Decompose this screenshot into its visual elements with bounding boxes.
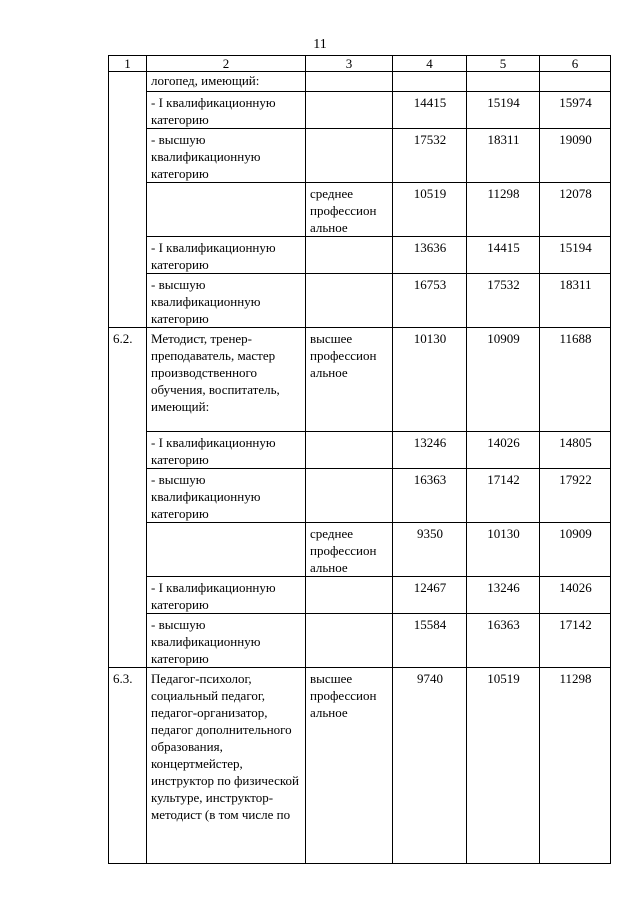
education-cell: высшее профессион альное bbox=[306, 668, 393, 864]
header-cell: 2 bbox=[147, 56, 306, 72]
header-cell: 5 bbox=[467, 56, 540, 72]
education-cell bbox=[306, 614, 393, 668]
position-cell: - высшую квалификационную категорию bbox=[147, 614, 306, 668]
education-cell: среднее профессион альное bbox=[306, 523, 393, 577]
salary-cell: 15194 bbox=[540, 237, 611, 274]
salary-cell: 13246 bbox=[393, 432, 467, 469]
salary-cell: 10130 bbox=[393, 328, 467, 432]
education-cell: высшее профессион альное bbox=[306, 328, 393, 432]
salary-cell: 16363 bbox=[393, 469, 467, 523]
table-row bbox=[109, 328, 611, 432]
salary-cell: 19090 bbox=[540, 129, 611, 183]
salary-cell: 14026 bbox=[540, 577, 611, 614]
salary-cell: 10519 bbox=[393, 183, 467, 237]
table-row bbox=[109, 129, 611, 183]
table-row bbox=[109, 523, 611, 577]
salary-cell: 10519 bbox=[467, 668, 540, 864]
position-cell: - высшую квалификационную категорию bbox=[147, 469, 306, 523]
position-cell bbox=[147, 523, 306, 577]
position-cell: - I квалификационную категорию bbox=[147, 92, 306, 129]
salary-cell: 10909 bbox=[540, 523, 611, 577]
row-number-cell: 6.2. bbox=[109, 328, 147, 668]
table-row bbox=[109, 577, 611, 614]
salary-cell: 13636 bbox=[393, 237, 467, 274]
position-cell: Методист, тренер-преподаватель, мастер производственного обучения, воспитатель, имеющий: bbox=[147, 328, 306, 432]
salary-cell: 16753 bbox=[393, 274, 467, 328]
salary-cell: 16363 bbox=[467, 614, 540, 668]
salary-cell: 17922 bbox=[540, 469, 611, 523]
education-cell bbox=[306, 274, 393, 328]
salary-cell: 17532 bbox=[393, 129, 467, 183]
education-cell bbox=[306, 72, 393, 92]
salary-cell: 14415 bbox=[393, 92, 467, 129]
education-cell: среднее профессион альное bbox=[306, 183, 393, 237]
education-cell bbox=[306, 92, 393, 129]
page-number: 11 bbox=[313, 37, 327, 52]
salary-cell: 14415 bbox=[467, 237, 540, 274]
position-cell: - I квалификационную категорию bbox=[147, 577, 306, 614]
salary-cell: 13246 bbox=[467, 577, 540, 614]
row-number-cell: 6.3. bbox=[109, 668, 147, 864]
salary-cell: 15974 bbox=[540, 92, 611, 129]
salary-cell: 17532 bbox=[467, 274, 540, 328]
row-number-cell bbox=[109, 72, 147, 328]
salary-table bbox=[108, 55, 611, 864]
header-cell: 4 bbox=[393, 56, 467, 72]
table-header-row bbox=[109, 56, 611, 72]
salary-cell: 17142 bbox=[467, 469, 540, 523]
education-cell bbox=[306, 237, 393, 274]
salary-cell: 15584 bbox=[393, 614, 467, 668]
table-row bbox=[109, 92, 611, 129]
salary-cell: 11298 bbox=[467, 183, 540, 237]
table-row bbox=[109, 274, 611, 328]
education-cell bbox=[306, 469, 393, 523]
salary-cell: 10909 bbox=[467, 328, 540, 432]
position-cell: - высшую квалификационную категорию bbox=[147, 274, 306, 328]
header-cell: 1 bbox=[109, 56, 147, 72]
position-cell bbox=[147, 183, 306, 237]
table-row bbox=[109, 183, 611, 237]
table-row bbox=[109, 668, 611, 864]
salary-cell bbox=[467, 72, 540, 92]
position-cell: логопед, имеющий: bbox=[147, 72, 306, 92]
table-row bbox=[109, 614, 611, 668]
table-row bbox=[109, 237, 611, 274]
table-row bbox=[109, 469, 611, 523]
salary-cell: 9350 bbox=[393, 523, 467, 577]
salary-cell: 14805 bbox=[540, 432, 611, 469]
education-cell bbox=[306, 129, 393, 183]
position-cell: - I квалификационную категорию bbox=[147, 432, 306, 469]
header-cell: 6 bbox=[540, 56, 611, 72]
salary-cell: 11298 bbox=[540, 668, 611, 864]
salary-cell: 12078 bbox=[540, 183, 611, 237]
salary-cell: 18311 bbox=[467, 129, 540, 183]
header-cell: 3 bbox=[306, 56, 393, 72]
salary-cell: 12467 bbox=[393, 577, 467, 614]
salary-cell: 17142 bbox=[540, 614, 611, 668]
position-cell: Педагог-психолог, социальный педагог, педагог-организатор, педагог дополнительного образования, концертмейстер, инструктор по физической культуре, инструктор-методист (в том числе по bbox=[147, 668, 306, 864]
position-cell: - высшую квалификационную категорию bbox=[147, 129, 306, 183]
salary-cell bbox=[393, 72, 467, 92]
salary-cell: 9740 bbox=[393, 668, 467, 864]
salary-cell: 14026 bbox=[467, 432, 540, 469]
position-cell: - I квалификационную категорию bbox=[147, 237, 306, 274]
salary-cell: 11688 bbox=[540, 328, 611, 432]
education-cell bbox=[306, 577, 393, 614]
salary-cell bbox=[540, 72, 611, 92]
education-cell bbox=[306, 432, 393, 469]
salary-cell: 10130 bbox=[467, 523, 540, 577]
salary-cell: 18311 bbox=[540, 274, 611, 328]
table-row bbox=[109, 72, 611, 92]
salary-cell: 15194 bbox=[467, 92, 540, 129]
table-row bbox=[109, 432, 611, 469]
